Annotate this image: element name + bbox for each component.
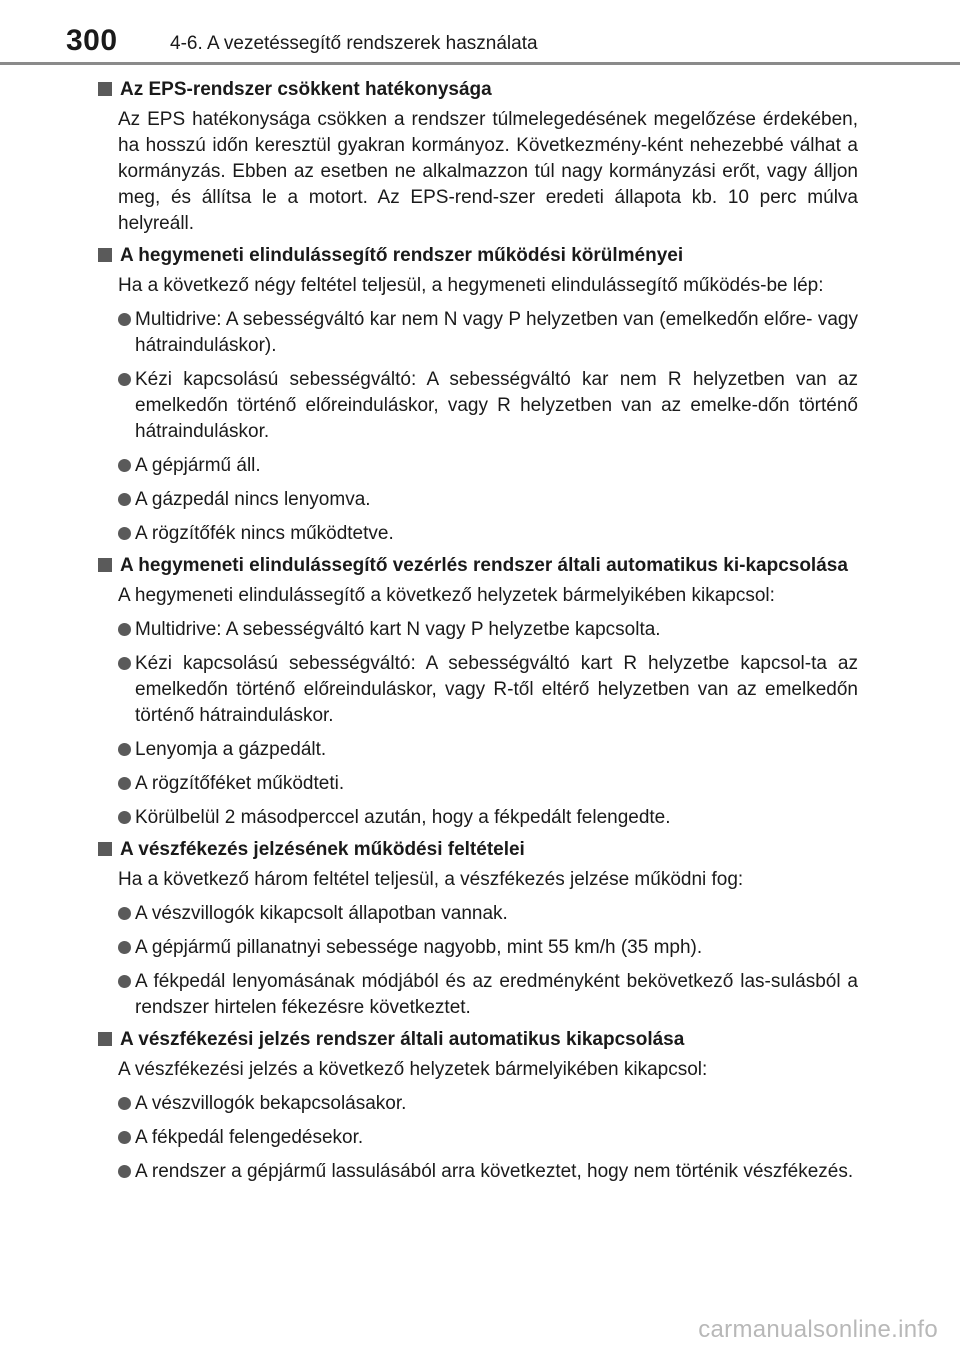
list-item <box>118 901 858 927</box>
round-bullet-icon <box>118 907 131 920</box>
round-bullet-icon <box>118 373 131 386</box>
section-heading <box>96 837 858 863</box>
list-item <box>118 651 858 729</box>
list-item-text: A vészvillogók kikapcsolt állapotban vannak. <box>135 903 508 924</box>
chapter-title: 4-6. A vezetéssegítő rendszerek használata <box>170 33 538 54</box>
list-item <box>118 487 858 513</box>
round-bullet-icon <box>118 975 131 988</box>
list-item-text: A vészvillogók bekapcsolásakor. <box>135 1093 407 1114</box>
list-item-text: A gépjármű pillanatnyi sebessége nagyobb, mint 55 km/h (35 mph). <box>135 937 703 958</box>
list-item <box>118 805 858 831</box>
round-bullet-icon <box>118 1165 131 1178</box>
list-item <box>118 737 858 763</box>
list-item-text: Multidrive: A sebességváltó kart N vagy P helyzetbe kapcsolta. <box>135 619 661 640</box>
round-bullet-icon <box>118 657 131 670</box>
section-2 <box>96 243 858 547</box>
list-item <box>118 453 858 479</box>
section-paragraph: A vészfékezési jelzés a következő helyzetek bármelyikében kikapcsol: <box>118 1059 708 1080</box>
section-heading-text: A hegymeneti elindulássegítő rendszer működési körülményei <box>120 245 684 266</box>
list-item <box>118 521 858 547</box>
list-item-text: A rögzítőfék nincs működtetve. <box>135 523 394 544</box>
list-item <box>118 935 858 961</box>
list-item-text: A rögzítőféket működteti. <box>135 773 345 794</box>
page-content <box>96 77 858 1189</box>
round-bullet-icon <box>118 493 131 506</box>
page-number: 300 <box>66 24 118 57</box>
list-item-text: Kézi kapcsolású sebességváltó: A sebességváltó kar nem R helyzetben van az emelkedőn történő előreinduláskor, vagy R helyzetben van az emelke-dőn történő hátrainduláskor. <box>135 369 858 442</box>
list-item <box>118 367 858 445</box>
round-bullet-icon <box>118 777 131 790</box>
list-item <box>118 771 858 797</box>
list-item <box>118 1125 858 1151</box>
square-bullet-icon <box>98 558 112 572</box>
list-item-text: A gépjármű áll. <box>135 455 261 476</box>
list-item-text: Multidrive: A sebességváltó kar nem N vagy P helyzetben van (emelkedőn előre- vagy hátrainduláskor). <box>135 309 858 356</box>
round-bullet-icon <box>118 623 131 636</box>
round-bullet-icon <box>118 527 131 540</box>
round-bullet-icon <box>118 1131 131 1144</box>
section-heading <box>96 1027 858 1053</box>
section-heading <box>96 243 858 269</box>
section-heading <box>96 77 858 103</box>
round-bullet-icon <box>118 313 131 326</box>
section-heading-text: A vészfékezési jelzés rendszer általi automatikus kikapcsolása <box>120 1029 685 1050</box>
square-bullet-icon <box>98 82 112 96</box>
section-heading-text: A hegymeneti elindulássegítő vezérlés rendszer általi automatikus ki-kapcsolása <box>120 555 848 576</box>
list-item-text: Körülbelül 2 másodperccel azután, hogy a fékpedált felengedte. <box>135 807 671 828</box>
list-item-text: A fékpedál lenyomásának módjából és az eredményként bekövetkező las-sulásból a rendszer hirtelen fékezésre következtet. <box>135 971 858 1018</box>
list-item-text: A fékpedál felengedésekor. <box>135 1127 364 1148</box>
round-bullet-icon <box>118 459 131 472</box>
list-item-text: A gázpedál nincs lenyomva. <box>135 489 371 510</box>
section-heading-text: Az EPS-rendszer csökkent hatékonysága <box>120 79 492 100</box>
list-item <box>118 307 858 359</box>
section-5 <box>96 1027 858 1185</box>
section-paragraph: Ha a következő három feltétel teljesül, a vészfékezés jelzése működni fog: <box>118 869 744 890</box>
section-1 <box>96 77 858 237</box>
section-heading-text: A vészfékezés jelzésének működési feltételei <box>120 839 525 860</box>
list-item-text: Kézi kapcsolású sebességváltó: A sebességváltó kart R helyzetbe kapcsol-ta az emelkedőn történő előreinduláskor, vagy R-től eltérő helyzetben van az emelkedőn történő hátrainduláskor. <box>135 653 858 726</box>
round-bullet-icon <box>118 743 131 756</box>
section-heading <box>96 553 858 579</box>
square-bullet-icon <box>98 1032 112 1046</box>
section-paragraph: Ha a következő négy feltétel teljesül, a hegymeneti elindulássegítő működés-be lép: <box>118 275 824 296</box>
square-bullet-icon <box>98 248 112 262</box>
list-item-text: A rendszer a gépjármű lassulásából arra következtet, hogy nem történik vészfékezés. <box>135 1161 854 1182</box>
square-bullet-icon <box>98 842 112 856</box>
section-3 <box>96 553 858 831</box>
list-item-text: Lenyomja a gázpedált. <box>135 739 327 760</box>
section-paragraph: Az EPS hatékonysága csökken a rendszer túlmelegedésének megelőzése érdekében, ha hosszú időn keresztül gyakran kormányoz. Következmény-ként nehezebbé válhat a kormányzás. Ebben az esetben ne alkalmazzon túl nagy kormányzási erőt, vagy álljon meg, és állítsa le a motort. Az EPS-rend-szer eredeti állapota kb. 10 perc múlva helyreáll. <box>118 109 858 234</box>
list-item <box>118 1159 858 1185</box>
page-header <box>0 0 960 66</box>
watermark: carmanualsonline.info <box>698 1316 938 1343</box>
round-bullet-icon <box>118 811 131 824</box>
list-item <box>118 969 858 1021</box>
list-item <box>118 617 858 643</box>
round-bullet-icon <box>118 941 131 954</box>
section-4 <box>96 837 858 1021</box>
header-divider <box>0 62 960 65</box>
section-paragraph: A hegymeneti elindulássegítő a következő helyzetek bármelyikében kikapcsol: <box>118 585 775 606</box>
list-item <box>118 1091 858 1117</box>
round-bullet-icon <box>118 1097 131 1110</box>
